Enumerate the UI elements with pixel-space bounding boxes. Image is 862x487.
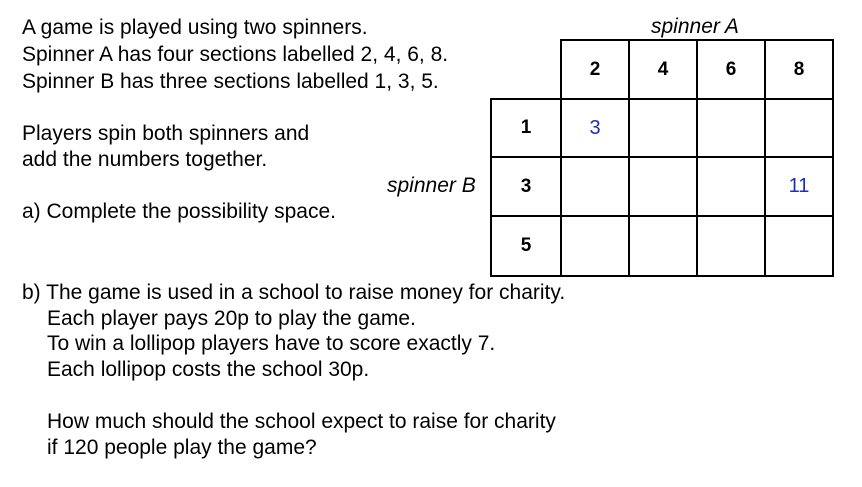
grid-cell-r3-c1[interactable]: [560, 215, 630, 277]
grid-cell-r2-c3[interactable]: [696, 156, 766, 217]
spinner-b-label: spinner B: [387, 174, 476, 197]
grid-cell-r3-c3[interactable]: [696, 215, 766, 277]
rules-line-2: add the numbers together.: [22, 148, 268, 171]
column-header-4: 4: [628, 39, 698, 100]
grid-cell-r2-c2[interactable]: [628, 156, 698, 217]
grid-cell-r1-c1[interactable]: 3: [560, 98, 630, 158]
row-header-3: 3: [490, 156, 562, 217]
grid-cell-r2-c1[interactable]: [560, 156, 630, 217]
intro-line-3: Spinner B has three sections labelled 1, 3, 5.: [22, 70, 439, 93]
grid-cell-r1-c2[interactable]: [628, 98, 698, 158]
spinner-a-label: spinner A: [651, 15, 739, 38]
row-header-1: 1: [490, 98, 562, 158]
part-b-line-1: b) The game is used in a school to raise money for charity.: [22, 281, 566, 304]
part-b-line-3: To win a lollipop players have to score exactly 7.: [47, 332, 496, 355]
part-b-line-4: Each lollipop costs the school 30p.: [47, 358, 370, 381]
part-b-question-line-1: How much should the school expect to raise for charity: [47, 410, 556, 433]
part-b-question-line-2: if 120 people play the game?: [47, 436, 317, 459]
column-header-2: 2: [560, 39, 630, 100]
column-header-6: 6: [696, 39, 766, 100]
part-b-line-2: Each player pays 20p to play the game.: [47, 307, 416, 330]
grid-cell-r2-c4[interactable]: 11: [764, 156, 834, 217]
rules-line-1: Players spin both spinners and: [22, 122, 310, 145]
grid-cell-r3-c2[interactable]: [628, 215, 698, 277]
row-header-5: 5: [490, 215, 562, 277]
grid-cell-r1-c4[interactable]: [764, 98, 834, 158]
intro-line-2: Spinner A has four sections labelled 2, 4, 6, 8.: [22, 43, 449, 66]
intro-line-1: A game is played using two spinners.: [22, 16, 368, 39]
part-a-question: a) Complete the possibility space.: [22, 200, 336, 223]
grid-cell-r3-c4[interactable]: [764, 215, 834, 277]
column-header-8: 8: [764, 39, 834, 100]
grid-cell-r1-c3[interactable]: [696, 98, 766, 158]
